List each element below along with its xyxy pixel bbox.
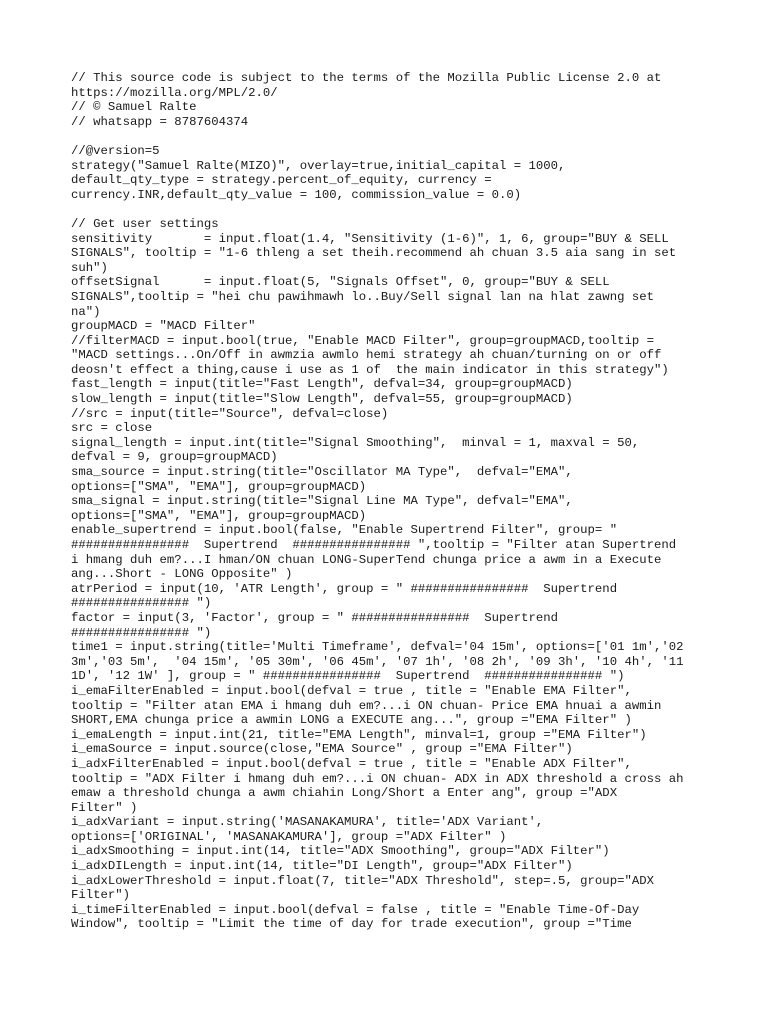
code-line: ang...Short - LONG Opposite" ): [71, 567, 293, 582]
code-line: // Get user settings: [71, 216, 219, 231]
code-line: i_adxFilterEnabled = input.bool(defval = true , title = "Enable ADX Filter",: [71, 756, 632, 771]
code-line: src = close: [71, 421, 153, 436]
code-line: Filter"): [71, 888, 131, 903]
code-line: tooltip = "Filter atan EMA i hmang duh em?...i ON chuan- Price EMA hnuai a awmin: [71, 698, 662, 713]
code-line: signal_length = input.int(title="Signal Smoothing", minval = 1, maxval = 50,: [71, 435, 640, 450]
code-line: strategy("Samuel Ralte(MIZO)", overlay=true,initial_capital = 1000,: [71, 158, 566, 173]
code-line: SHORT,EMA chunga price a awmin LONG a EXECUTE ang...", group ="EMA Filter" ): [71, 713, 632, 728]
code-line: deosn't effect a thing,cause i use as 1 of the main indicator in this strategy"): [71, 362, 669, 377]
code-line: tooltip = "ADX Filter i hmang duh em?...i ON chuan- ADX in ADX threshold a cross ah: [71, 771, 684, 786]
code-line: //@version=5: [71, 143, 160, 158]
code-line: https://mozilla.org/MPL/2.0/: [71, 85, 278, 100]
code-line: options=["SMA", "EMA"], group=groupMACD): [71, 479, 367, 494]
code-line: SIGNALS", tooltip = "1-6 thleng a set theih.recommend ah chuan 3.5 aia sang in set: [71, 246, 677, 261]
code-line: //filterMACD = input.bool(true, "Enable MACD Filter", group=groupMACD,tooltip =: [71, 333, 654, 348]
code-line: i_timeFilterEnabled = input.bool(defval = false , title = "Enable Time-Of-Day: [71, 902, 640, 917]
code-line: enable_supertrend = input.bool(false, "Enable Supertrend Filter", group= ": [71, 523, 618, 538]
code-line: Window", tooltip = "Limit the time of day for trade execution", group ="Time: [71, 917, 632, 932]
code-line: SIGNALS",tooltip = "hei chu pawihmawh lo..Buy/Sell signal lan na hlat zawng set: [71, 289, 654, 304]
code-line: 1D', '12 1W' ], group = " ################ Supertrend ################ "): [71, 669, 625, 684]
code-line: default_qty_type = strategy.percent_of_equity, currency =: [71, 173, 492, 188]
code-line: currency.INR,default_qty_value = 100, commission_value = 0.0): [71, 187, 522, 202]
code-line: i_emaFilterEnabled = input.bool(defval = true , title = "Enable EMA Filter",: [71, 683, 632, 698]
code-line: i_adxLowerThreshold = input.float(7, title="ADX Threshold", step=.5, group="ADX: [71, 873, 654, 888]
code-line: i hmang duh em?...I hman/ON chuan LONG-SuperTend chunga price a awm in a Execute: [71, 552, 662, 567]
code-line: i_adxDILength = input.int(14, title="DI Length", group="ADX Filter"): [71, 859, 573, 874]
code-line: emaw a threshold chunga a awm chiahin Long/Short a Enter ang", group ="ADX: [71, 786, 618, 801]
code-line: atrPeriod = input(10, 'ATR Length', group = " ################ Supertrend: [71, 581, 618, 596]
code-line: //src = input(title="Source", defval=close): [71, 406, 389, 421]
code-line: offsetSignal = input.float(5, "Signals Offset", 0, group="BUY & SELL: [71, 275, 610, 290]
code-line: [71, 129, 711, 144]
code-line: ################ "): [71, 625, 212, 640]
code-line: options=["SMA", "EMA"], group=groupMACD): [71, 508, 367, 523]
code-line: i_emaLength = input.int(21, title="EMA Length", minval=1, group ="EMA Filter"): [71, 727, 647, 742]
code-line: i_emaSource = input.source(close,"EMA Source" , group ="EMA Filter"): [71, 742, 573, 757]
code-line: ################ Supertrend ################ ",tooltip = "Filter atan Supertrend: [71, 538, 677, 552]
source-code-block: [71, 71, 711, 932]
code-line: sma_signal = input.string(title="Signal Line MA Type", defval="EMA",: [71, 494, 573, 509]
code-line: [71, 202, 711, 217]
code-line: slow_length = input(title="Slow Length", defval=55, group=groupMACD): [71, 392, 573, 407]
code-line: // This source code is subject to the terms of the Mozilla Public License 2.0 at: [71, 71, 662, 85]
code-line: ################ "): [71, 596, 212, 611]
code-line: "MACD settings...On/Off in awmzia awmlo hemi strategy ah chuan/turning on or off: [71, 348, 662, 363]
code-line: sensitivity = input.float(1.4, "Sensitivity (1-6)", 1, 6, group="BUY & SELL: [71, 231, 669, 246]
code-line: time1 = input.string(title='Multi Timeframe', defval='04 15m', options=['01 1m','02: [71, 640, 684, 655]
code-line: options=['ORIGINAL', 'MASANAKAMURA'], group ="ADX Filter" ): [71, 829, 507, 844]
code-line: i_adxSmoothing = input.int(14, title="ADX Smoothing", group="ADX Filter"): [71, 844, 610, 859]
code-line: Filter" ): [71, 800, 138, 815]
code-line: 3m','03 5m', '04 15m', '05 30m', '06 45m', '07 1h', '08 2h', '09 3h', '10 4h', '11: [71, 654, 684, 669]
code-line: // © Samuel Ralte: [71, 100, 197, 115]
code-line: groupMACD = "MACD Filter": [71, 319, 256, 334]
code-line: defval = 9, group=groupMACD): [71, 450, 278, 465]
code-line: fast_length = input(title="Fast Length", defval=34, group=groupMACD): [71, 377, 573, 392]
code-line: i_adxVariant = input.string('MASANAKAMURA', title='ADX Variant',: [71, 815, 544, 830]
code-line: na"): [71, 304, 101, 319]
code-line: factor = input(3, 'Factor', group = " ################ Supertrend: [71, 610, 559, 625]
code-line: suh"): [71, 260, 108, 275]
code-line: // whatsapp = 8787604374: [71, 114, 249, 129]
code-line: sma_source = input.string(title="Oscillator MA Type", defval="EMA",: [71, 465, 573, 480]
